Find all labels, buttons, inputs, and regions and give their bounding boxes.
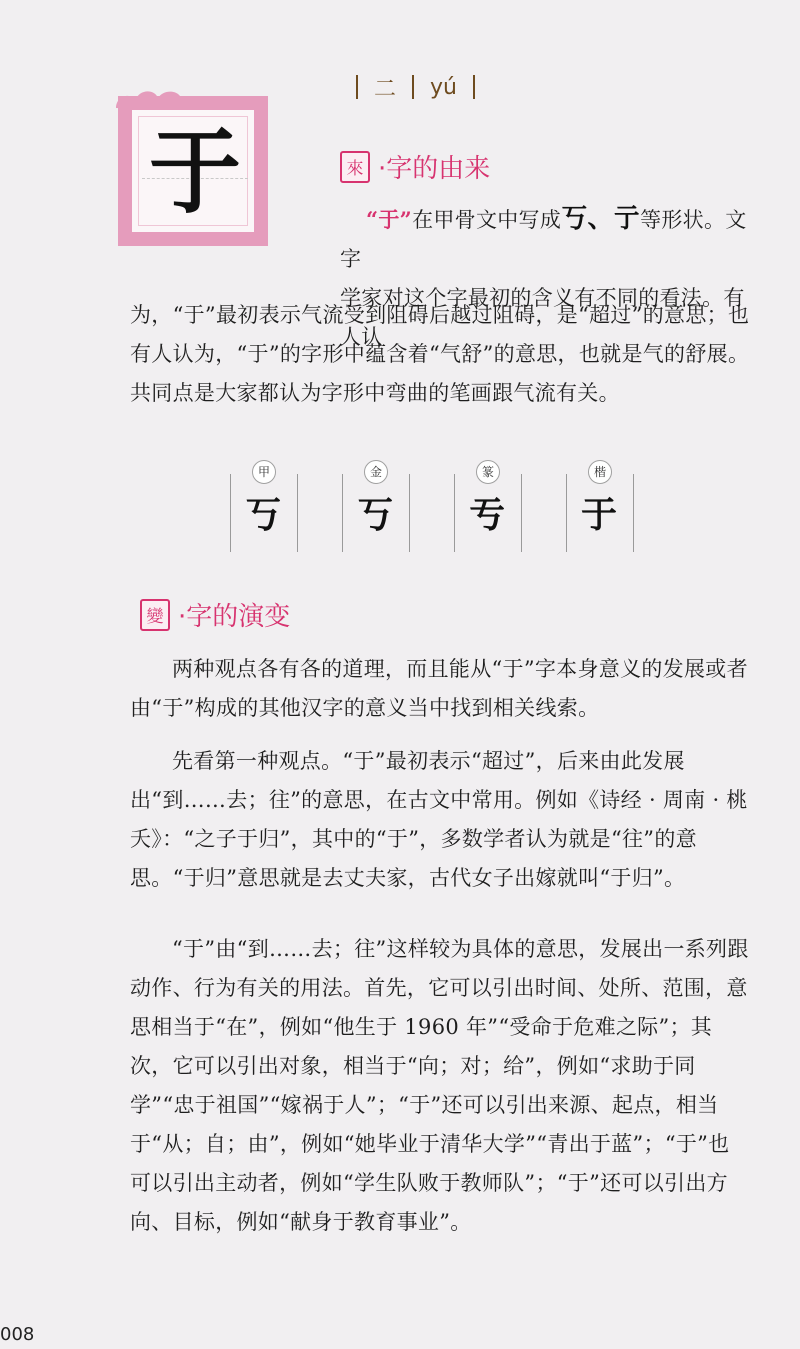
script-label: 篆 xyxy=(476,460,500,484)
script-oracle xyxy=(230,460,300,554)
divider xyxy=(356,75,358,99)
script-bronze xyxy=(342,460,412,554)
page-number: 008 xyxy=(0,1324,35,1345)
seal-icon: 來 xyxy=(340,151,370,183)
divider xyxy=(412,75,414,99)
script-glyph: 丂 xyxy=(244,495,281,536)
text: 等形状。文字 xyxy=(340,208,747,271)
oracle-forms: 丂、亍 xyxy=(561,204,641,234)
evolution-paragraph-2: 先看第一种观点。“于”最初表示“超过”，后来由此发展出“到……去；往”的意思，在古文中常用。例如《诗经 · 周南 · 桃夭》：“之子于归”，其中的“于”，多数学者认为就是“往”的意思。“于归”意思就是去丈夫家，古代女子出嫁就叫“于归”。 xyxy=(130,749,748,890)
script-glyph: 于 xyxy=(580,495,617,536)
section-heading-origin xyxy=(340,148,490,185)
section-title: ·字的由来 xyxy=(378,154,491,184)
pinyin-bar xyxy=(340,70,491,104)
evolution-paragraph-1: 两种观点各有各的道理，而且能从“于”字本身意义的发展或者由“于”构成的其他汉字的意义当中找到相关线索。 xyxy=(130,657,748,720)
script-label: 金 xyxy=(364,460,388,484)
script-regular xyxy=(566,460,636,554)
script-glyph: 丂 xyxy=(356,495,393,536)
script-label: 楷 xyxy=(588,460,612,484)
seal-icon: 變 xyxy=(140,599,170,631)
section-heading-evolution xyxy=(140,596,290,633)
script-glyph: 亐 xyxy=(468,495,505,536)
origin-line-2: 学家对这个字最初的含义有不同的看法。有人认 xyxy=(340,286,745,349)
script-label: 甲 xyxy=(252,460,276,484)
script-seal xyxy=(454,460,524,554)
highlight-char: “于” xyxy=(366,207,413,232)
origin-line-1 xyxy=(340,200,750,279)
origin-paragraph: 为，“于”最初表示气流受到阻碍后越过阻碍，是“超过”的意思；也有人认为，“于”的字形中蕴含着“气舒”的意思，也就是气的舒展。共同点是大家都认为字形中弯曲的笔画跟气流有关。 xyxy=(130,303,750,405)
pinyin: yú xyxy=(430,74,457,100)
section-title: ·字的演变 xyxy=(178,602,291,632)
title-character: 于 xyxy=(148,119,241,226)
text: 在甲骨文中写成 xyxy=(412,208,562,232)
radical: 二 xyxy=(374,76,397,102)
script-evolution xyxy=(230,460,640,560)
evolution-paragraph-3: “于”由“到……去；往”这样较为具体的意思，发展出一系列跟动作、行为有关的用法。首先，它可以引出时间、处所、范围，意思相当于“在”，例如“他生于 1960 年”“受命于危难之际”；其次，它可以引出对象，相当于“向；对；给”，例如“求助于同学”“忠于祖国”“嫁祸于人”；“于”还可以引出来源、起点，相当于“从；自；由”，例如“她毕业于清华大学”“青出于蓝”；“于”也可以引出主动者，例如“学生队败于教师队”；“于”还可以引出方向、目标，例如“献身于教育事业”。 xyxy=(130,937,749,1234)
divider xyxy=(473,75,475,99)
